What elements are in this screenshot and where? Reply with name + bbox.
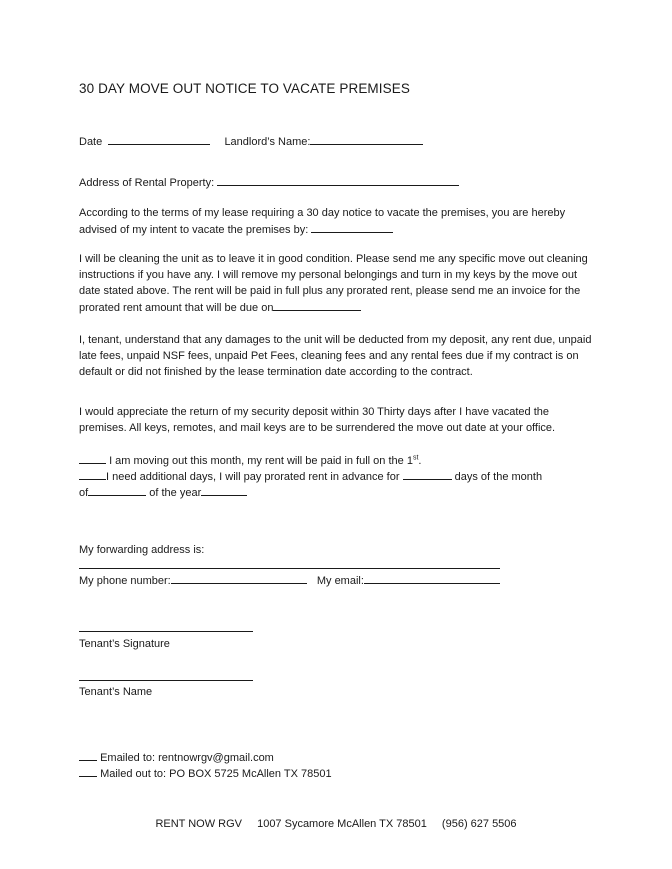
cleaning-text: I will be cleaning the unit as to leave it in good condition. Please send me any specific move out cleaning instructions if you have any. I will remove my personal belongings and turn in my keys by the move out date stated above. The rent will be paid in full plus any prorated rent, please send me an invoice for the prorated rent amount that will be due on <box>79 253 588 314</box>
emailed-checkbox[interactable] <box>79 749 97 761</box>
cleaning-paragraph <box>79 251 599 316</box>
ordinal-suffix: st <box>412 454 419 462</box>
forwarding-address-field[interactable] <box>79 568 500 569</box>
days-count-field[interactable] <box>403 468 452 480</box>
month-field[interactable] <box>88 484 146 496</box>
contact-row <box>79 572 599 589</box>
address-field[interactable] <box>217 174 459 186</box>
prorated-due-field[interactable] <box>273 299 361 311</box>
mailed-row <box>79 765 599 782</box>
phone-field[interactable] <box>171 572 307 584</box>
footer-phone: (956) 627 5506 <box>441 818 517 830</box>
signature-line[interactable] <box>79 631 253 632</box>
period: . <box>418 455 422 467</box>
of-label: of <box>79 487 89 499</box>
of-year-label: of the year <box>149 487 202 499</box>
mailed-checkbox[interactable] <box>79 765 97 777</box>
date-label: Date <box>79 136 103 148</box>
vacate-date-field[interactable] <box>311 221 393 233</box>
document-title: 30 DAY MOVE OUT NOTICE TO VACATE PREMISES <box>79 81 410 96</box>
deposit-text: I would appreciate the return of my security deposit within 30 Thirty days after I have vacated the premises. All keys, remotes, and mail keys are to be surrendered the move out date at your office. <box>79 406 556 434</box>
notice-text: According to the terms of my lease requiring a 30 day notice to vacate the premises, you are hereby advised of my intent to vacate the premises by: <box>79 207 566 236</box>
emailed-row <box>79 749 599 766</box>
damages-paragraph <box>79 332 599 380</box>
year-field[interactable] <box>201 484 247 496</box>
landlord-name-field[interactable] <box>310 133 423 145</box>
days-of-month-text: days of the month <box>454 471 543 483</box>
date-field[interactable] <box>108 133 210 145</box>
emailed-text: Emailed to: rentnowrgv@gmail.com <box>100 752 274 764</box>
damages-text: I, tenant, understand that any damages to the unit will be deducted from my deposit, any rent due, unpaid late fees, unpaid NSF fees, unpaid Pet Fees, cleaning fees and any rental fees due if my contract is on default or did not finished by the lease termination date according to the contract. <box>79 334 592 378</box>
signature-label: Tenant’s Signature <box>79 638 170 650</box>
moving-out-text: I am moving out this month, my rent will be paid in full on the 1 <box>109 455 413 467</box>
name-line[interactable] <box>79 680 253 681</box>
footer <box>0 816 672 832</box>
name-label: Tenant’s Name <box>79 686 153 698</box>
address-row <box>79 174 599 191</box>
footer-address: 1007 Sycamore McAllen TX 78501 <box>257 818 427 830</box>
email-field[interactable] <box>364 572 500 584</box>
address-label: Address of Rental Property: <box>79 177 215 189</box>
additional-days-text: I need additional days, I will pay prorated rent in advance for <box>106 471 400 483</box>
moving-out-checkbox[interactable] <box>79 452 106 464</box>
forwarding-label: My forwarding address is: <box>79 544 205 556</box>
phone-label: My phone number: <box>79 575 171 587</box>
additional-days-checkbox[interactable] <box>79 468 106 480</box>
option-additional-days <box>79 468 599 485</box>
landlord-label: Landlord’s Name: <box>224 136 311 148</box>
deposit-paragraph <box>79 404 599 436</box>
option-moving-out <box>79 452 599 469</box>
date-landlord-row <box>79 133 599 150</box>
month-year-row <box>79 484 599 501</box>
footer-company: RENT NOW RGV <box>155 818 243 830</box>
email-label: My email: <box>316 575 364 587</box>
notice-paragraph <box>79 205 599 238</box>
mailed-text: Mailed out to: PO BOX 5725 McAllen TX 78501 <box>100 768 332 780</box>
